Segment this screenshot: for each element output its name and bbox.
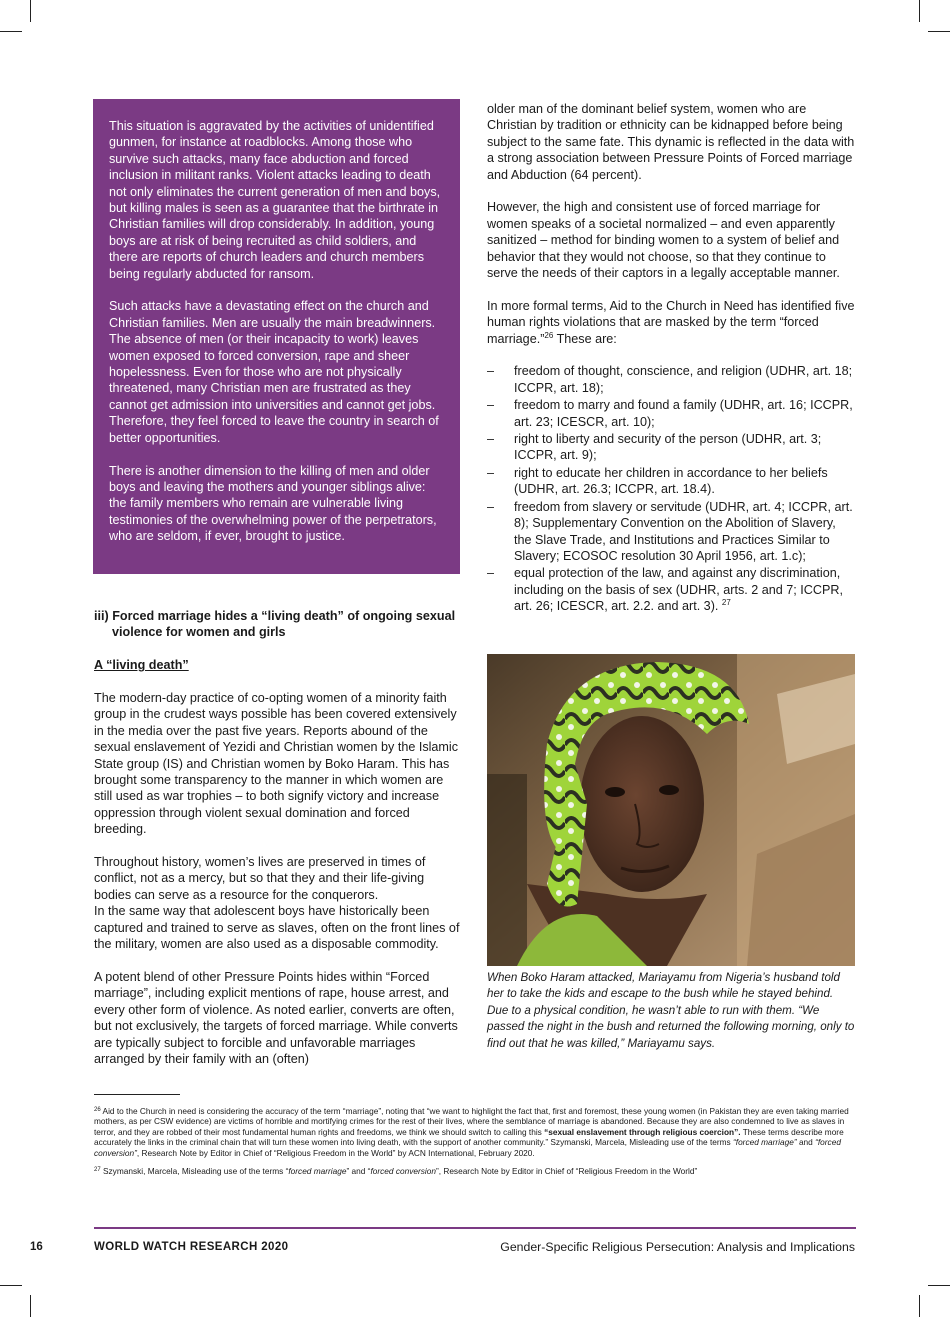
body-text: In more formal terms, Aid to the Church in Need has identified five human rights violations that are masked by the term “forced marriage.” bbox=[487, 298, 855, 346]
crop-mark-top-right-h bbox=[928, 31, 950, 32]
list-item-text: equal protection of the law, and against any discrimination, including on the basis of sex (UDHR, arts. 2 and 7; ICCPR, art. 26; ICESCR, art. 2.2. and art. 3). bbox=[514, 566, 843, 614]
document-title: Gender-Specific Religious Persecution: Analysis and Implications bbox=[500, 1240, 855, 1254]
footnote-text: Szymanski, Marcela, Misleading use of the terms “ bbox=[100, 1166, 289, 1177]
list-item: – freedom to marry and found a family (UDHR, art. 16; ICCPR, art. 23; ICESCR, art. 10); bbox=[487, 397, 855, 430]
crop-mark-top-left bbox=[30, 0, 31, 22]
footnote-text: , Research Note by Editor in Chief of “Religious Freedom in the World” by ACN International, February 2020. bbox=[136, 1147, 535, 1158]
portrait-photo bbox=[487, 654, 855, 966]
footnote-text: ” and “ bbox=[346, 1166, 371, 1177]
subsection-heading: A “living death” bbox=[94, 658, 189, 673]
footnote-text: and bbox=[796, 1137, 816, 1148]
crop-mark-top-right bbox=[919, 0, 920, 22]
body-paragraph bbox=[487, 298, 855, 347]
list-item: – right to liberty and security of the person (UDHR, art. 3; ICCPR, art. 9); bbox=[487, 431, 855, 464]
footnote-27 bbox=[94, 1166, 856, 1176]
publication-name: WORLD WATCH RESEARCH 2020 bbox=[94, 1241, 289, 1253]
footnotes bbox=[94, 1106, 856, 1184]
left-column bbox=[94, 608, 462, 1084]
photo-caption: When Boko Haram attacked, Mariayamu from Nigeria’s husband told her to take the kids and escape to the bush while he stayed behind. Due to a physical condition, he wasn’t able to run with them. “We passed the night in the bush and returned the following morning, only to find out that he was killed,” Mariayamu says. bbox=[487, 971, 855, 1050]
footnote-text: These terms describe more accurately the links in the criminal chain that will turn these women into living death, with the support of another community.” Szymanski, Marcela, Misleading use of the terms bbox=[94, 1126, 844, 1148]
footnote-emphasis: “sexual enslavement through religious coercion”. bbox=[544, 1126, 741, 1137]
crop-mark-bottom-left-h bbox=[0, 1285, 22, 1286]
body-text: These are: bbox=[553, 331, 617, 346]
callout-box bbox=[93, 99, 460, 574]
crop-mark-bottom-right-h bbox=[928, 1285, 950, 1286]
callout-paragraph: This situation is aggravated by the activities of unidentified gunmen, for instance at roadblocks. Among those who survive such attacks, many face abduction and forced inclusion in militant ranks. Violent attacks leading to death not only eliminates the current generation of men and boys, but killing males is seen as a guarantee that the birthrate in Christian families will drop considerably. In addition, young boys are at risk of being recruited as child soldiers, and there are reports of church leaders and church members being regularly abducted for ransom. bbox=[109, 119, 441, 281]
body-sentence: Throughout history, women’s lives are preserved in times of conflict, not as a mercy, but so that they and their life-giving bodies can serve as a resource for the conquerors. bbox=[94, 855, 426, 902]
footnote-ref[interactable]: 26 bbox=[544, 330, 554, 340]
footnote-26 bbox=[94, 1106, 856, 1158]
footnote-ref[interactable]: 27 bbox=[721, 598, 731, 608]
footnote-italic: forced marriage bbox=[288, 1166, 347, 1177]
crop-mark-top-left-h bbox=[0, 31, 22, 32]
footnote-number: 27 bbox=[94, 1167, 101, 1174]
body-paragraph: A potent blend of other Pressure Points hides within “Forced marriage”, including explicit mentions of rape, house arrest, and every other form of violence. As noted earlier, converts are often, but not exclusively, the targets of forced marriage. While converts are typically subject to forcible and unfavorable marriages arranged by their family with an (often) bbox=[94, 969, 458, 1066]
body-paragraph bbox=[94, 854, 462, 952]
body-paragraph: However, the high and consistent use of forced marriage for women speaks of a societal normalized – and even apparently sanitized – method for binding women to a system of belief and behavior that they would not choose, so that they continue to serve the needs of their captors in a legally acceptable manner. bbox=[487, 200, 840, 281]
body-paragraph: older man of the dominant belief system, women who are Christian by tradition or ethnicity can be kidnapped before being subject to the same fate. This dynamic is reflected in the data with a strong association between Pressure Points of Forced marriage and Abduction (64 percent). bbox=[487, 102, 855, 182]
list-item: – freedom of thought, conscience, and religion (UDHR, art. 18; ICCPR, art. 18); bbox=[487, 363, 855, 396]
list-item: – freedom from slavery or servitude (UDHR, art. 4; ICCPR, art. 8); Supplementary Convention on the Abolition of Slavery, the Slave Trade, and Institutions and Practices Similar to Slavery; ECOSOC resolution 30 April 1956, art. 1.c); bbox=[487, 499, 855, 565]
callout-paragraph: There is another dimension to the killing of men and older boys and leaving the mothers and younger siblings alive: the family members who remain are vulnerable living testimonies of the overwhelming power of the perpetrators, who are seldom, if ever, brought to justice. bbox=[109, 463, 437, 544]
page-number: 16 bbox=[30, 1241, 43, 1253]
body-sentence: In the same way that adolescent boys have historically been captured and trained to serve as slaves, often on the front lines of the military, women are also used as a disposable commodity. bbox=[94, 904, 460, 952]
footnote-number: 26 bbox=[94, 1107, 101, 1113]
footnote-text: ”, Research Note by Editor in Chief of “Religious Freedom in the World” bbox=[435, 1166, 698, 1177]
footnote-italic: forced conversion bbox=[370, 1166, 436, 1177]
right-column bbox=[487, 101, 855, 616]
callout-paragraph: Such attacks have a devastating effect on the church and Christian families. Men are usually the main breadwinners. The absence of men (or their incapacity to work) leaves women exposed to forced conversion, rape and sheer hopelessness. Even for those who are not physically threatened, many Christian men are frustrated as they cannot get admission into universities and cannot get jobs. Therefore, they feel forced to leave the country in search of better opportunities. bbox=[109, 299, 439, 445]
rights-list bbox=[487, 363, 855, 614]
portrait-illustration bbox=[487, 654, 855, 966]
list-item bbox=[487, 565, 855, 614]
body-paragraph: The modern-day practice of co-opting women of a minority faith group in the crudest ways possible has been covered extensively in the media over the past five years. Reports abound of the sexual enslavement of Yezidi and Christian women by the Islamic State group (IS) and Christian women by Boko Haram. This has brought some transparency to the manner in which women are still used as war trophies – to both signify victory and increase oppression through violent sexual domination and forced breeding. bbox=[94, 691, 459, 837]
footnote-italic: “forced marriage” bbox=[733, 1137, 797, 1148]
footnote-text: Aid to the Church in need is considering the accuracy of the term “marriage”, noting that “we want to highlight the fact that, first and foremost, these young women (in Pakistan they are even taking married mothers, as per CSW evidence) are victims of horrible and mortifying crimes for the rest of their lives, where the semblance of marriage is abandoned. Because they are also condemned to live as slaves in terror, and they are robbed of their most fundamental human rights and freedoms, we think we should switch to calling this bbox=[94, 1106, 849, 1137]
list-item: – right to educate her children in accordance to her beliefs (UDHR, art. 26.3; ICCPR, art. 18.4). bbox=[487, 465, 855, 498]
footnote-italic: “forced conversion” bbox=[94, 1137, 841, 1158]
crop-mark-bottom-right bbox=[919, 1295, 920, 1317]
footer-divider bbox=[94, 1227, 856, 1229]
crop-mark-bottom-left bbox=[30, 1295, 31, 1317]
section-heading: iii) Forced marriage hides a “living death” of ongoing sexual violence for women and girls bbox=[94, 609, 456, 640]
footnote-divider bbox=[94, 1094, 180, 1095]
